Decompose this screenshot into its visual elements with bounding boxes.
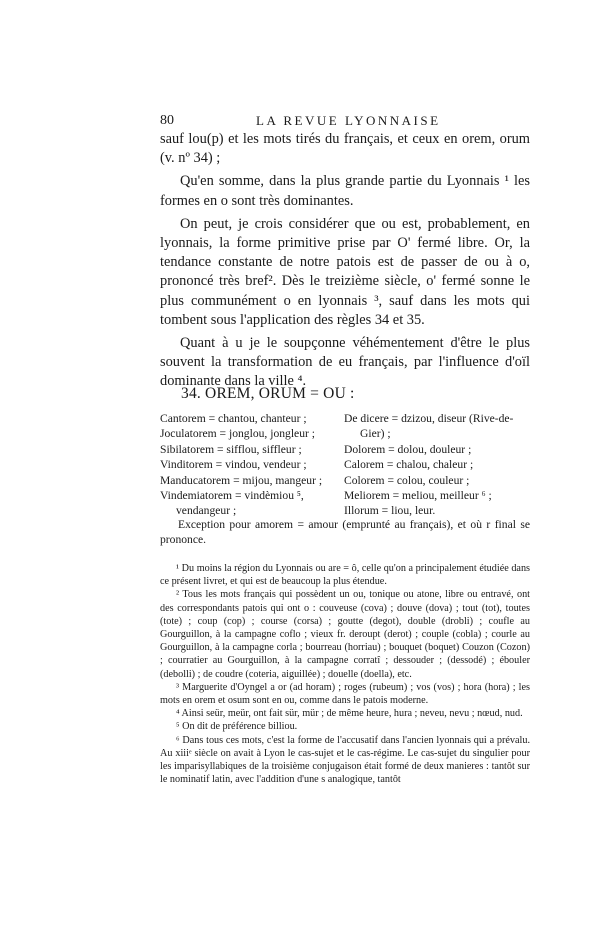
footnote: ⁴ Ainsi seür, meür, ont fait sür, mür ; de même heure, hura ; neveu, nevu ; nœud, nud.: [176, 708, 523, 720]
body-paragraph: Qu'en somme, dans la plus grande partie du Lyonnais ¹ les formes en o sont très dominantes.: [160, 173, 530, 209]
word-entry: Colorem = colou, couleur ;: [344, 473, 470, 487]
exception-note: Exception pour amorem = amour (emprunté au français), et où r final se prononce.: [160, 518, 530, 547]
word-entry: Vinditorem = vindou, vendeur ;: [160, 458, 307, 472]
running-head: [160, 113, 530, 131]
word-list-left-column: [160, 411, 336, 519]
body-paragraph: On peut, je crois considérer que ou est, probablement, en lyonnais, la forme primitive prise par O' fermé libre. Or, la tendance constante de notre patois est de passer de ou à o, prononcé très bref². Dès le treizième siècle, o' fermé sonne le plus communément o en lyonnais ³, sauf dans les mots qui tombent sous l'application des règles 34 et 35.: [160, 215, 530, 328]
footnote: ³ Marguerite d'Oyngel a or (ad horam) ; roges (rubeum) ; vos (vos) ; hora (hora) ; les mots en orem et osum sont en ou, comme dans le patois moderne.: [160, 681, 530, 707]
word-entry: Meliorem = meliou, meilleur ⁶ ;: [344, 489, 492, 503]
body-paragraph: Quant à u je le soupçonne véhémentement d'être le plus souvent la transformation de eu français, par l'influence d'oïl dominante dans la ville ⁴.: [160, 335, 530, 390]
footnote: ² Tous les mots français qui possèdent un ou, tonique ou atone, libre ou entravé, ont des correspondants patois qui ont o : couveuse (cova) ; douve (dova) ; tout (tot), toutes (tote) ; coup (cop) ; course (corsa) ; goutte (degot), double (drobli) ; coufle au Gourguillon, à la campagne coflo ; vieux fr. deroupt (derot) ; couple (cobla) ; courle au Gourguillon, à la campagne corla ; bourreau (horriau) ; bouquet (boquet) Couzon (Cozon) ; courratier au Gourguillon, à la campagne corratî ; dessouder ; (dessodé) ; ébouler (debolli) ; de coudre (coteria, aiguillée) ; douelle (doella), etc.: [160, 589, 530, 680]
journal-title: LA REVUE LYONNAISE: [256, 113, 441, 128]
footnotes: [160, 562, 530, 786]
word-entry: Calorem = chalou, chaleur ;: [344, 458, 474, 472]
word-entry: Sibilatorem = sifflou, siffleur ;: [160, 442, 302, 456]
body-text: [160, 130, 530, 392]
word-entry: Vindemiatorem = vindèmiou ⁵, vendangeur ;: [160, 489, 304, 518]
word-entry: Cantorem = chantou, chanteur ;: [160, 412, 307, 425]
body-paragraph: sauf lou(p) et les mots tirés du français, et ceux en orem, orum (v. nº 34) ;: [160, 131, 530, 167]
word-entry: Dolorem = dolou, douleur ;: [344, 442, 472, 456]
word-entry: Joculatorem = jonglou, jongleur ;: [160, 427, 315, 441]
footnote: ⁶ Dans tous ces mots, c'est la forme de l'accusatif dans l'ancien lyonnais qui a prévalu. Au xiiiᵉ siècle on avait à Lyon le cas-sujet et le cas-régime. Le cas-sujet du singulier pour les imparisyllabiques de la troisième conjugaison était formé de deux manieres : tantôt sur le nominatif latin, avec l'addition d'une s analogique, tantôt: [160, 734, 530, 786]
word-entry: Illorum = liou, leur.: [344, 504, 436, 518]
word-list-right-column: [344, 411, 530, 519]
footnote: ¹ Du moins la région du Lyonnais ou are = ô, celle qu'on a principalement étudiée dans ce présent livret, et qui est de beaucoup la plus étendue.: [160, 563, 530, 588]
word-entry: De dicere = dzizou, diseur (Rive-de-Gier) ;: [344, 412, 514, 441]
word-entry: Manducatorem = mijou, mangeur ;: [160, 473, 323, 487]
footnote: ⁵ On dit de préférence billiou.: [176, 721, 298, 733]
section-heading: 34. OREM, ORUM = OU :: [181, 385, 355, 402]
page-number: 80: [160, 113, 174, 128]
